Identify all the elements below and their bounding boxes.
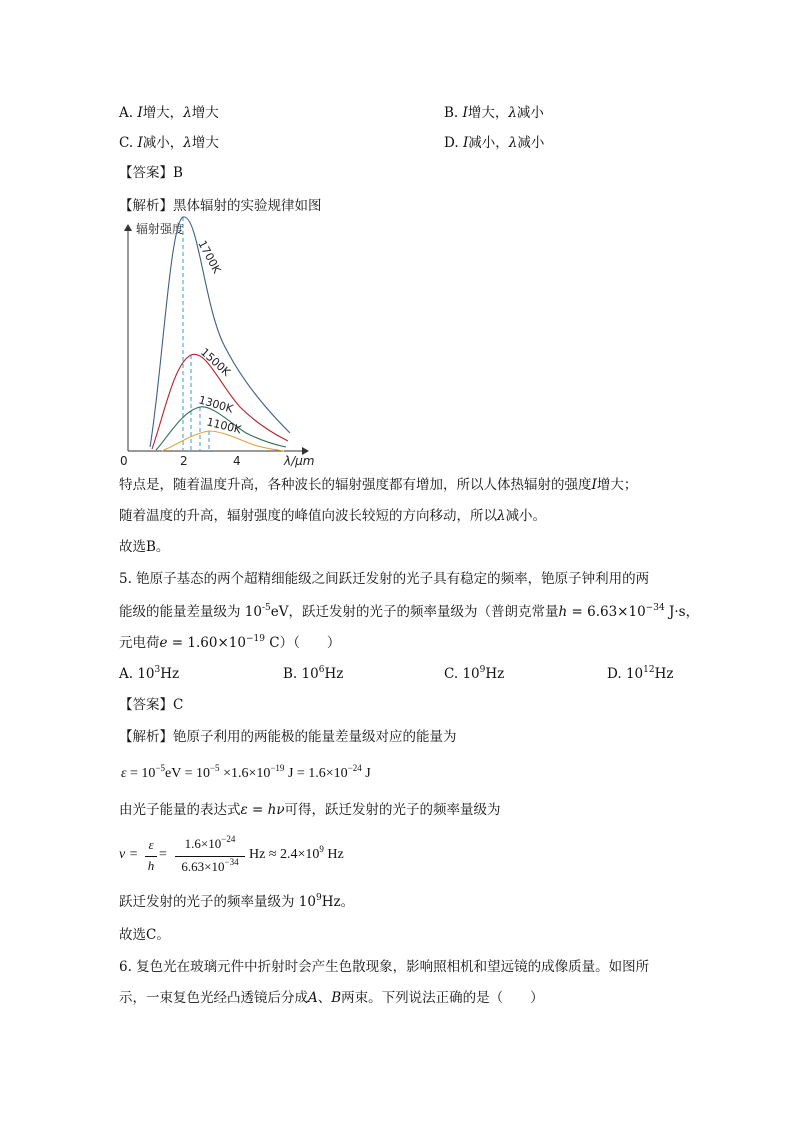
q5-option-b: B. $10^6Hz$: [283, 665, 344, 682]
q5-answer: 【答案】C: [119, 697, 184, 713]
blackbody-radiation-figure: [112, 215, 342, 470]
q4-analysis-line2: 随着温度的升高，辐射强度的峰值向波长较短的方向移动，所以λ减小。: [119, 508, 547, 524]
q5-option-c: C. $10^9Hz$: [444, 665, 505, 682]
option-b: B. I增大，λ减小: [444, 105, 544, 121]
q4-answer: 【答案】B: [119, 165, 183, 181]
q6-stem-line1: 6. 复色光在玻璃元件中折射时会产生色散现象，影响照相机和望远镜的成像质量。如图所: [119, 959, 650, 975]
y-axis-label: 辐射强度: [136, 222, 185, 236]
q5-conclusion: 故选C。: [119, 927, 170, 943]
option-d: D. I减小，λ减小: [444, 135, 545, 151]
tick-label-2: 2: [180, 454, 188, 468]
label-1700k: 1700K: [195, 238, 224, 276]
q5-analysis-intro: 【解析】铯原子利用的两能极的能量差量级对应的能量为: [119, 729, 457, 745]
option-c: C. I减小，λ增大: [119, 135, 219, 151]
origin-label: 0: [120, 454, 128, 468]
q6-stem-line2: 示，一束复色光经凸透镜后分成A、B两束。下列说法正确的是（ ）: [119, 990, 544, 1006]
tick-label-4: 4: [233, 454, 241, 468]
q5-analysis-line2: 由光子能量的表达式ε = hν可得，跃迁发射的光子的频率量级为: [119, 802, 501, 818]
q5-equation-energy: $\varepsilon = 10^{-5}eV = 10^{-5} \times 1.6\times 10^{-19}$ $J = 1.6\times 10^{-24}$ J: [121, 763, 371, 781]
q5-stem-line3: 元电荷$e = 1.60\times 10^{-19}$ C）（ ）: [119, 634, 341, 651]
q4-conclusion: 故选B。: [119, 539, 170, 555]
label-1300k: 1300K: [197, 393, 235, 416]
x-axis-label: λ/μm: [284, 454, 315, 468]
q5-stem-line1: 5. 铯原子基态的两个超精细能级之间跃迁发射的光子具有稳定的频率，铯原子钟利用的两: [119, 571, 650, 587]
curve-1700k: [150, 217, 290, 447]
label-1500k: 1500K: [197, 345, 233, 379]
q5-option-a: A. $10^3Hz$: [119, 665, 180, 682]
q4-analysis-line1: 特点是，随着温度升高，各种波长的辐射强度都有增加，所以人体热辐射的强度I增大；: [119, 477, 638, 493]
q5-option-d: D. $10^{12}Hz$: [607, 665, 674, 682]
q5-stem-line2: 能级的能量差量级为 $10^{-5}eV$，跃迁发射的光子的频率量级为（普朗克常量$h = 6.63\times 10^{-34}$ J·s，: [119, 603, 700, 620]
label-1100k: 1100K: [205, 415, 243, 437]
option-a: A. I增大，λ增大: [119, 105, 219, 121]
q4-analysis-intro: 【解析】黑体辐射的实验规律如图: [119, 198, 322, 214]
q5-analysis-line3: 跃迁发射的光子的频率量级为 $10^9Hz$。: [119, 893, 355, 910]
q5-equation-frequency: ν = ε h = $1.6\times 10^{-24}$ $6.63\times 10^{-34}$ $Hz \approx 2.4\times 10^9$ Hz: [119, 834, 344, 874]
